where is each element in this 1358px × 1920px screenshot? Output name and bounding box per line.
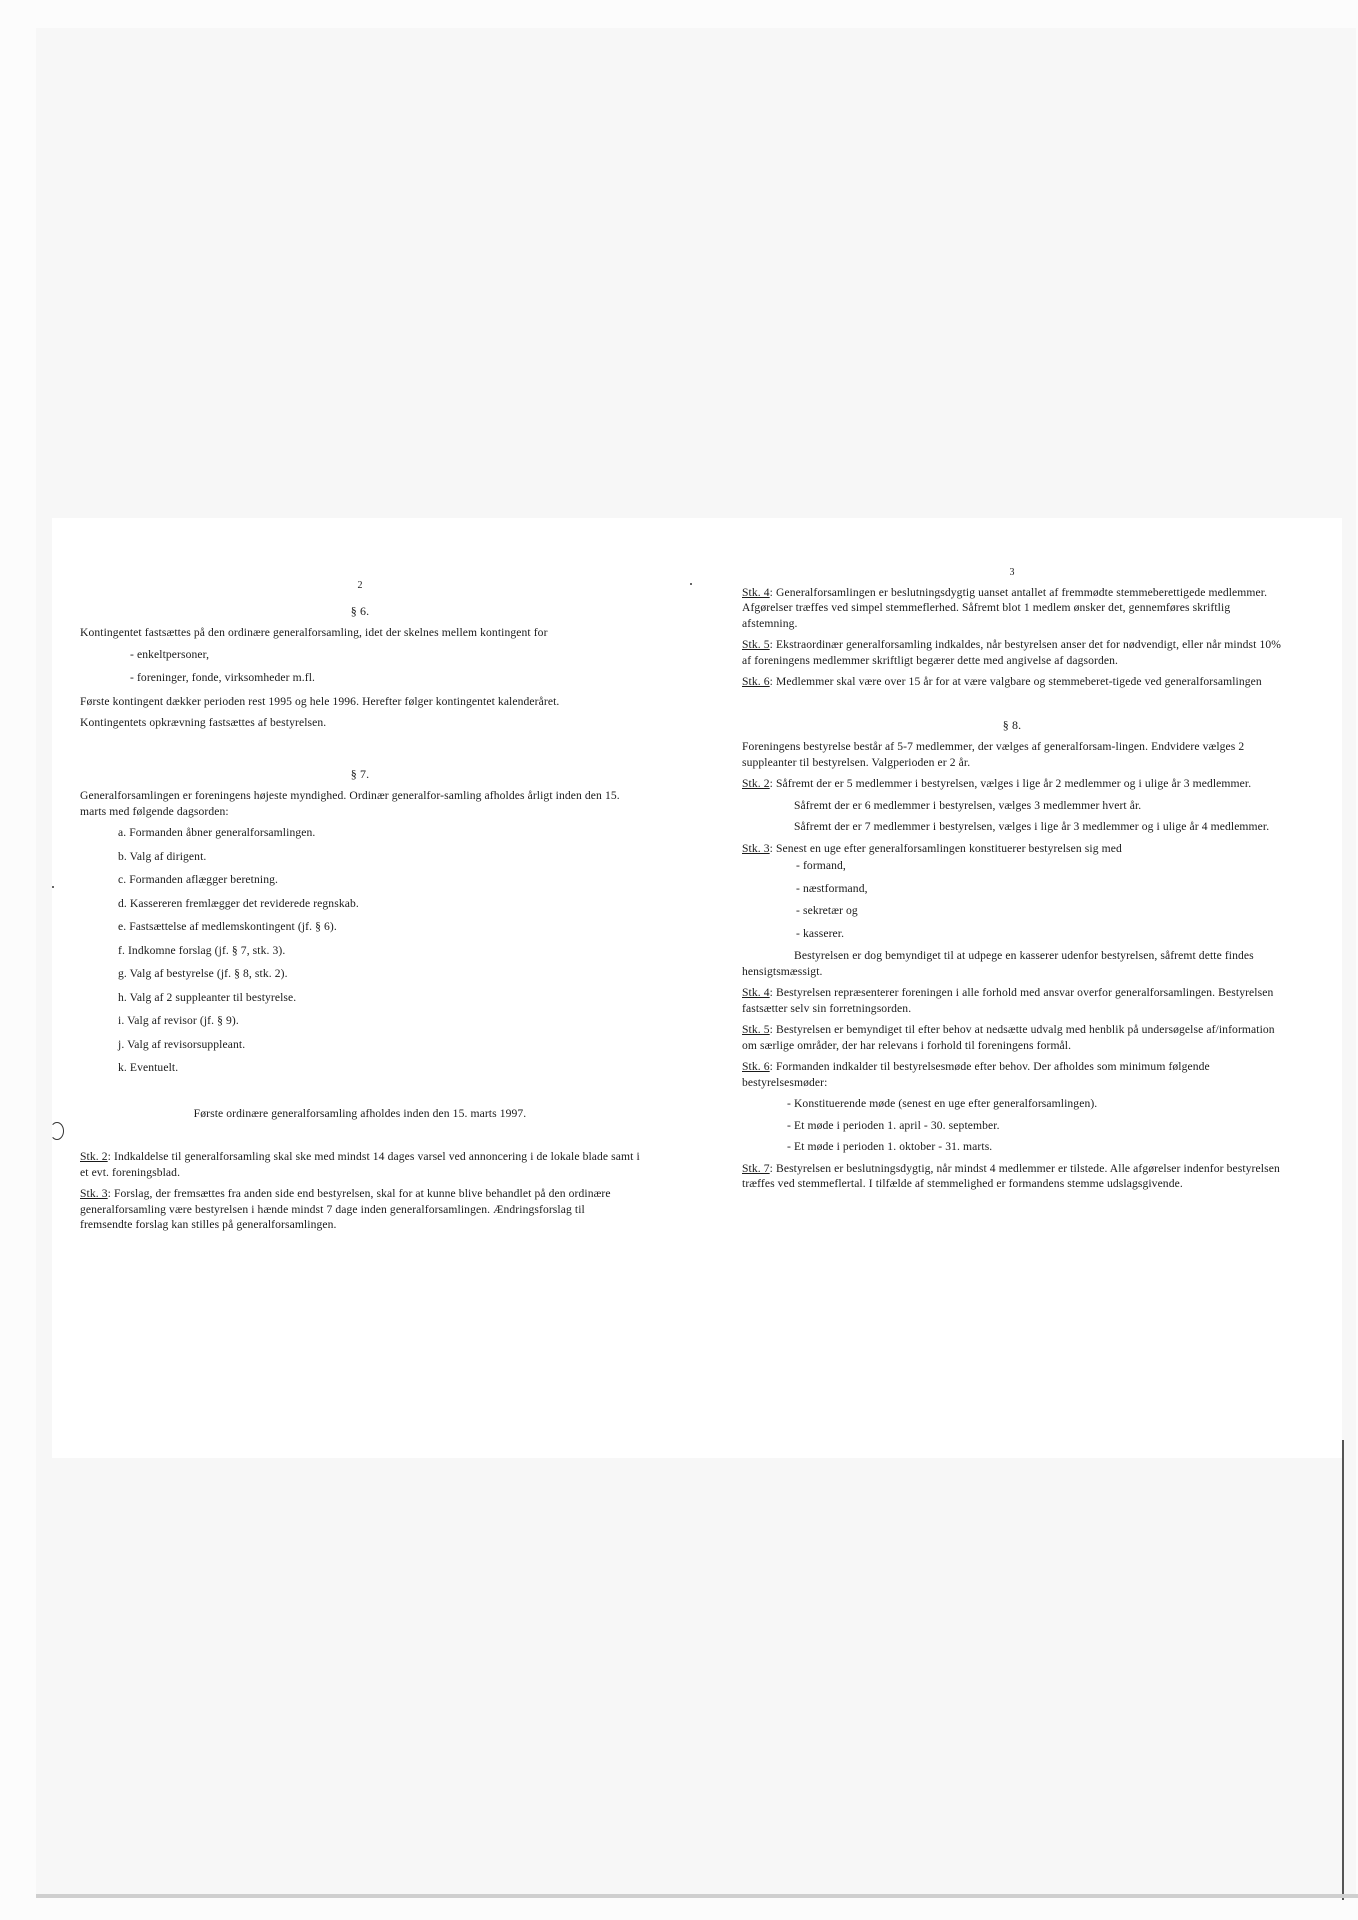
punch-hole-mark	[50, 1122, 64, 1140]
stk-text: : Ekstraordinær generalforsamling indkaldes, når bestyrelsen anser det for nødvendigt, eller når mindst 10% af foreningens medlemmer skriftligt begærer dette med angivelse af dagsorden.	[742, 638, 1282, 667]
section-7-stk4	[742, 585, 1282, 632]
stk-text: : Bestyrelsen er bemyndiget til efter behov at nedsætte udvalg med henblik på undersøgelse af/information om særlige områder, der har relevans i forhold til foreningens formål.	[742, 1023, 1275, 1052]
section-8-stk6	[742, 1059, 1282, 1090]
page-number: 2	[357, 580, 363, 591]
stk-text: : Formanden indkalder til bestyrelsesmøde efter behov. Der afholdes som minimum følgende bestyrelsesmøder:	[742, 1060, 1210, 1089]
section-8-stk2-paragraph: Såfremt der er 6 medlemmer i bestyrelsen, vælges 3 medlemmer hvert år.	[794, 798, 1142, 812]
agenda-item: d. Kassereren fremlægger det reviderede regnskab.	[118, 896, 359, 910]
section-7-stk6	[742, 674, 1282, 690]
list-item: - enkeltpersoner,	[130, 647, 210, 661]
stk-text: : Bestyrelsen repræsenterer foreningen i alle forhold med ansvar overfor generalforsamlingen. Bestyrelsen fastsætter selv sin forretningsorden.	[742, 986, 1274, 1015]
agenda-item: c. Formanden aflægger beretning.	[118, 873, 278, 886]
role-item: - næstformand,	[796, 881, 868, 895]
meeting-item: - Et møde i perioden 1. april - 30. september.	[787, 1118, 1000, 1132]
section-7-heading: § 7.	[350, 766, 370, 781]
stk-text: : Senest en uge efter generalforsamlingen konstituerer bestyrelsen sig med	[769, 841, 1122, 855]
section-8-stk7	[742, 1161, 1282, 1192]
stk-label: Stk. 2	[80, 1150, 108, 1163]
first-meeting-note: Første ordinære generalforsamling afholdes inden den 15. marts 1997.	[193, 1106, 527, 1120]
section-7-stk2	[80, 1149, 640, 1180]
agenda-item: j. Valg af revisorsuppleant.	[118, 1037, 246, 1051]
role-item: - sekretær og	[796, 904, 858, 917]
section-8-stk2	[742, 776, 1282, 792]
section-6-paragraph: Kontingentets opkrævning fastsættes af bestyrelsen.	[80, 716, 327, 729]
stk-label: Stk. 5	[742, 1023, 770, 1036]
role-item: - kasserer.	[796, 926, 845, 940]
stk-text: : Såfremt der er 5 medlemmer i bestyrelsen, vælges i lige år 2 medlemmer og i ulige år 3 medlemmer.	[769, 777, 1252, 790]
section-8-stk5	[742, 1022, 1282, 1053]
page-number: 3	[1009, 567, 1015, 578]
stk-label: Stk. 4	[742, 986, 770, 999]
list-item: - foreninger, fonde, virksomheder m.fl.	[130, 671, 316, 684]
stk-label: Stk. 3	[742, 841, 770, 855]
agenda-item: e. Fastsættelse af medlemskontingent (jf. § 6).	[118, 920, 337, 933]
scan-edge-line	[1342, 1440, 1344, 1900]
agenda-item: k. Eventuelt.	[118, 1061, 179, 1074]
stk-label: Stk. 6	[742, 1060, 770, 1073]
stk-label: Stk. 2	[742, 777, 770, 790]
agenda-item: i. Valg af revisor (jf. § 9).	[118, 1014, 239, 1027]
left-page	[80, 578, 640, 1239]
role-item: - formand,	[796, 859, 846, 872]
section-7-stk3	[80, 1186, 640, 1233]
section-8-heading: § 8.	[1002, 717, 1022, 732]
stk-label: Stk. 5	[742, 638, 770, 651]
stk-label: Stk. 6	[742, 675, 770, 688]
stk-text: : Forslag, der fremsættes fra anden side end bestyrelsen, skal for at kunne blive behandlet på den ordinære generalforsamling være bestyrelsen i hænde mindst 7 dage inden generalforsamlingen. Ændringsforslag til fremsendte forslag kan stilles på generalforsamlingen.	[80, 1187, 611, 1231]
section-6-heading: § 6.	[350, 603, 370, 618]
stk-text: : Medlemmer skal være over 15 år for at være valgbare og stemmeberet-tigede ved generalforsamlingen	[769, 675, 1262, 688]
section-7-intro: Generalforsamlingen er foreningens højeste myndighed. Ordinær generalfor-samling afholdes årligt inden den 15. marts med følgende dagsorden:	[80, 789, 620, 818]
section-8-stk3	[742, 841, 1282, 857]
stk-text: : Generalforsamlingen er beslutningsdygtig uanset antallet af fremmødte stemmeberettigede medlemmer. Afgørelser træffes ved simpel stemmeflerhed. Såfremt blot 1 medlem ønsker det, gennemføres skriftlig afstemning.	[742, 585, 1268, 630]
section-6-paragraph: Første kontingent dækker perioden rest 1995 og hele 1996. Herefter følger kontingentet kalenderåret.	[80, 694, 560, 708]
section-8-stk2-paragraph: Såfremt der er 7 medlemmer i bestyrelsen, vælges i lige år 3 medlemmer og i ulige år 4 medlemmer.	[794, 820, 1270, 833]
stk-text: : Indkaldelse til generalforsamling skal ske med mindst 14 dages varsel ved annoncering i de lokale blade samt i et evt. foreningsblad.	[80, 1150, 640, 1179]
stk-label: Stk. 7	[742, 1161, 770, 1175]
agenda-item: a. Formanden åbner generalforsamlingen.	[118, 826, 316, 839]
speck	[52, 886, 54, 888]
section-7-stk5	[742, 637, 1282, 668]
stk-text: : Bestyrelsen er beslutningsdygtig, når mindst 4 medlemmer er tilstede. Alle afgørelser indenfor bestyrelsen træffes ved stemmeflertal. I tilfælde af stemmelighed er formandens stemme udslagsgivende.	[742, 1161, 1280, 1190]
right-page	[742, 565, 1282, 1198]
speck	[690, 583, 692, 585]
section-8-stk3-paragraph: Bestyrelsen er dog bemyndiget til at udpege en kasserer udenfor bestyrelsen, såfremt dette findes hensigtsmæssigt.	[742, 949, 1254, 978]
meeting-item: - Konstituerende møde (senest en uge efter generalforsamlingen).	[787, 1097, 1098, 1110]
stk-label: Stk. 3	[80, 1187, 108, 1200]
stk-label: Stk. 4	[742, 585, 770, 599]
agenda-item: b. Valg af dirigent.	[118, 849, 207, 863]
meeting-item: - Et møde i perioden 1. oktober - 31. marts.	[787, 1140, 993, 1153]
section-8-intro: Foreningens bestyrelse består af 5-7 medlemmer, der vælges af generalforsam-lingen. Endvidere vælges 2 suppleanter til bestyrelsen. Valgperioden er 2 år.	[742, 740, 1245, 769]
agenda-item: f. Indkomne forslag (jf. § 7, stk. 3).	[118, 943, 286, 957]
bottom-scan-strip	[36, 1894, 1358, 1898]
section-8-stk4	[742, 985, 1282, 1016]
section-6-intro: Kontingentet fastsættes på den ordinære generalforsamling, idet der skelnes mellem kontingent for	[80, 626, 548, 639]
agenda-item: h. Valg af 2 suppleanter til bestyrelse.	[118, 990, 297, 1004]
agenda-item: g. Valg af bestyrelse (jf. § 8, stk. 2).	[118, 967, 288, 980]
